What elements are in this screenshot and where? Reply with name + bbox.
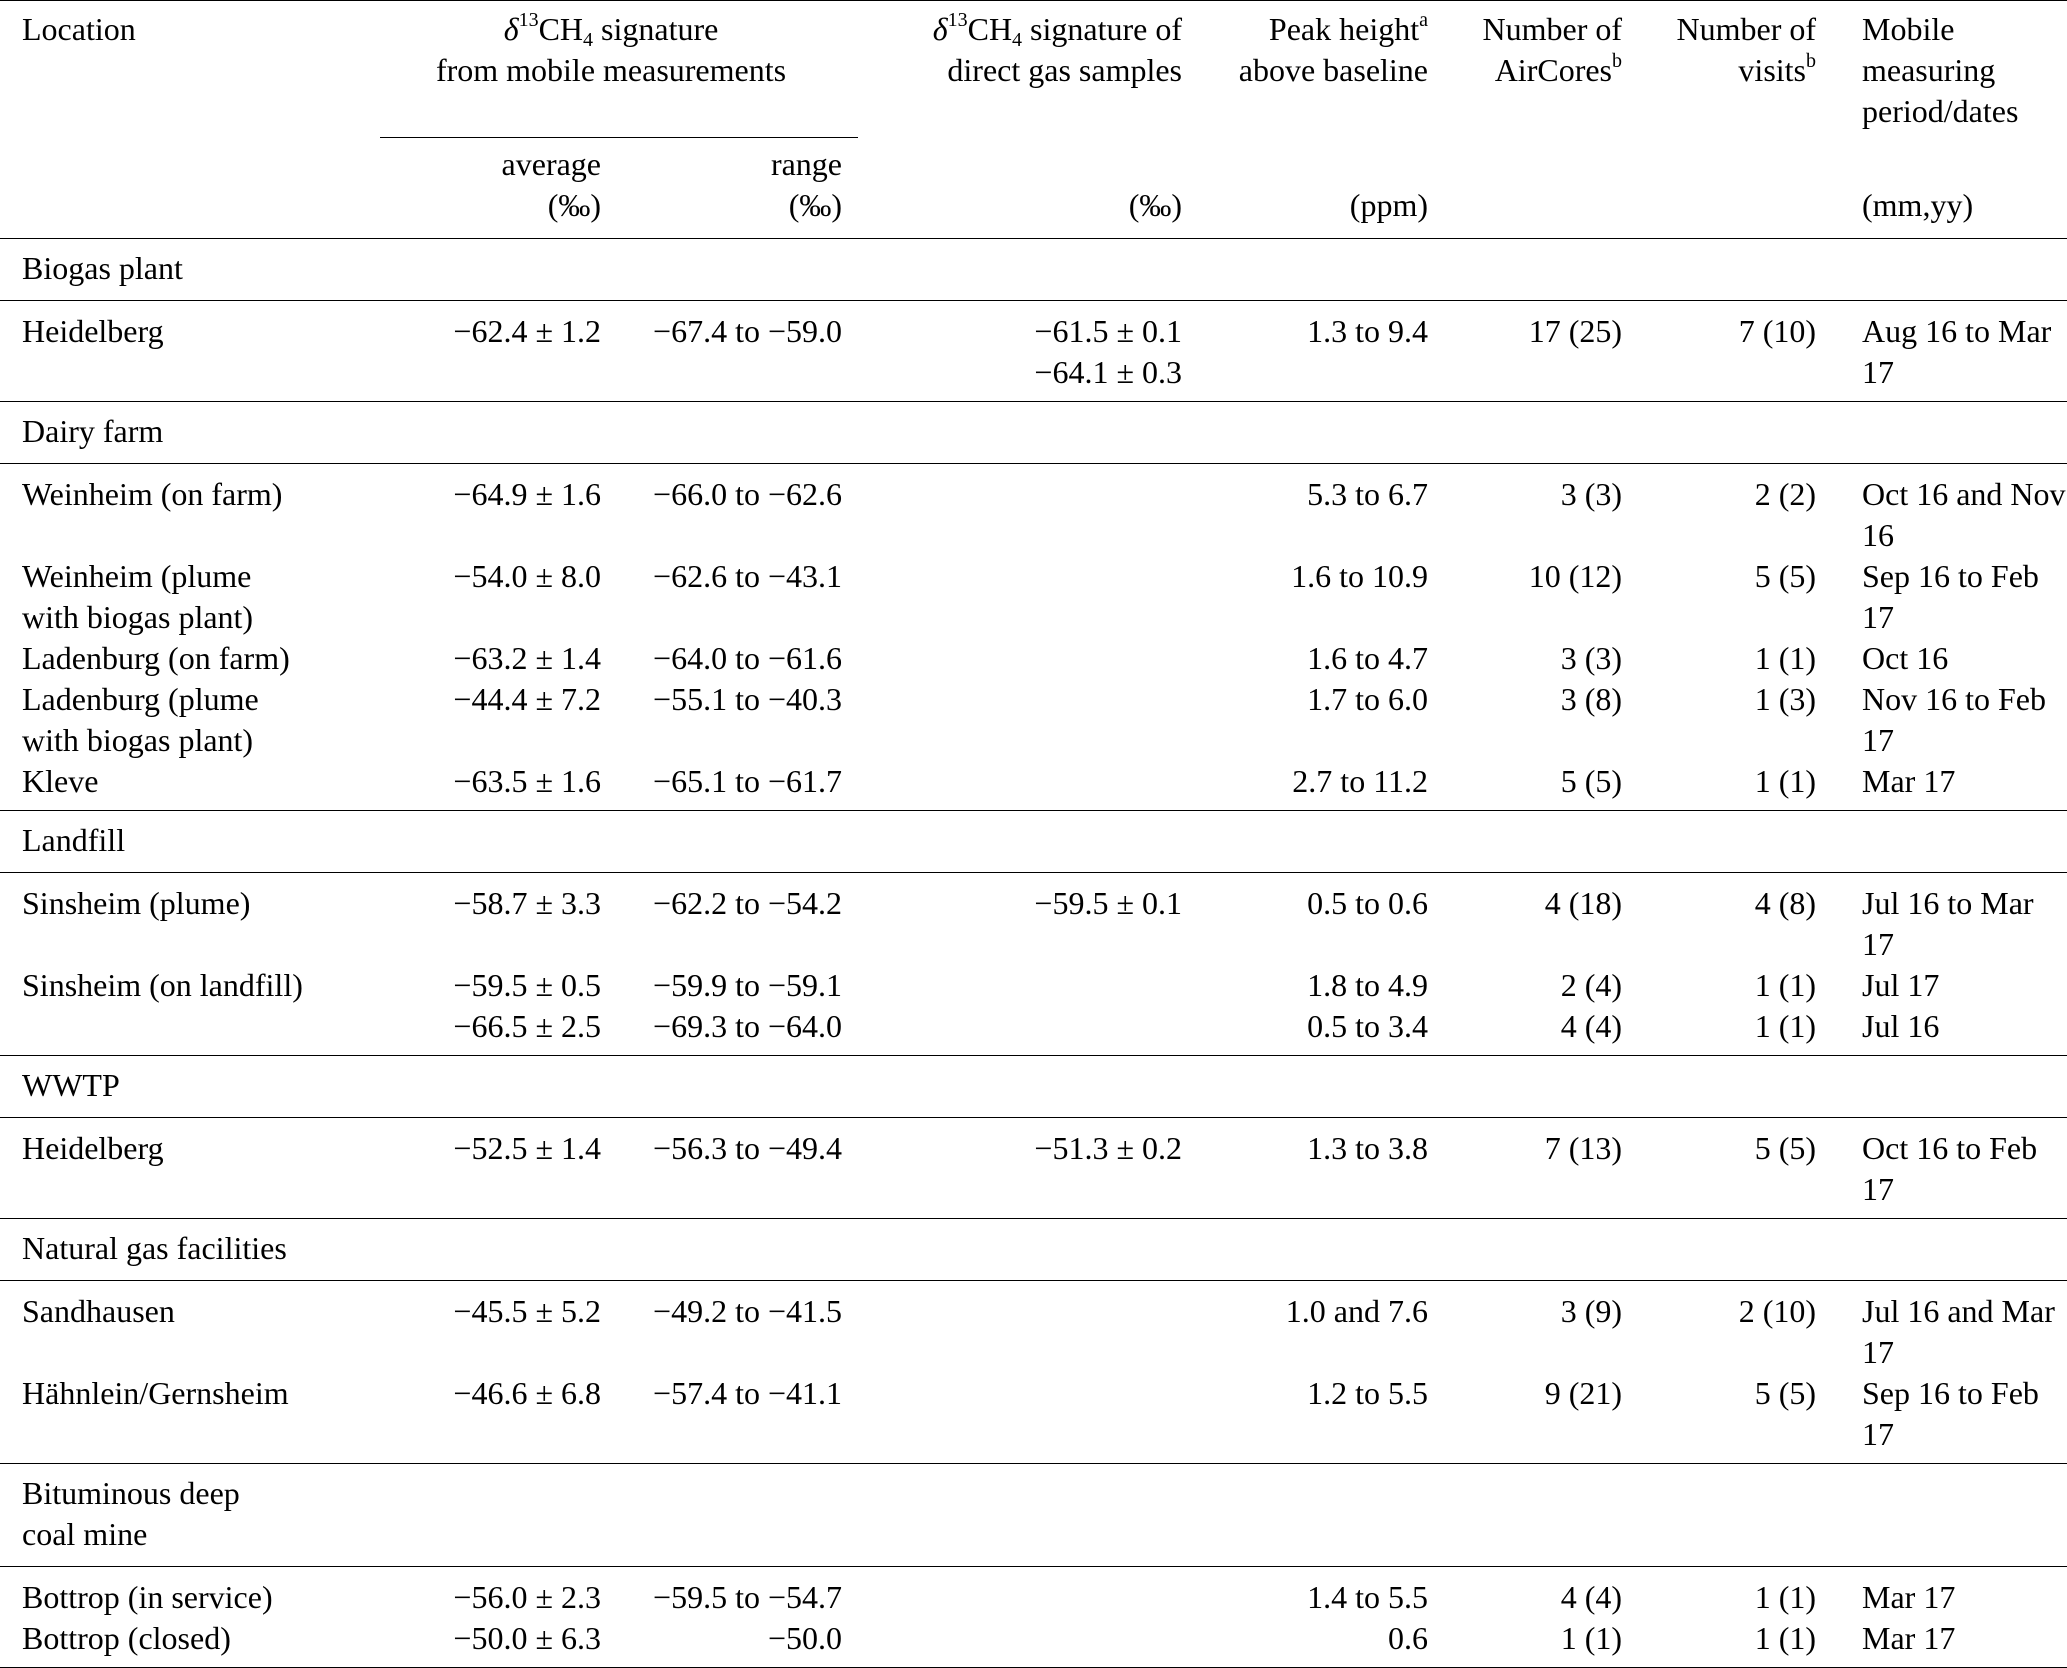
header-row-2 — [0, 132, 2067, 239]
visits-cell — [1624, 556, 1818, 638]
table-row — [0, 1567, 2067, 1619]
ch-text: CH — [538, 11, 584, 47]
peak-height-cell-text: 1.6 to 4.7 — [1307, 640, 1428, 676]
range-cell-text: −69.3 to −64.0 — [653, 1008, 842, 1044]
direct-gas-samples-text: direct gas samples — [947, 52, 1182, 88]
section-header-row — [0, 811, 2067, 873]
visits-cell-text: 5 (5) — [1754, 1130, 1816, 1166]
direct-sample-cell — [860, 965, 1184, 1006]
visits-cell-text: 5 (5) — [1754, 1375, 1816, 1411]
direct-sample-cell — [860, 1006, 1184, 1056]
section-title — [0, 1056, 2067, 1118]
peak-height-cell-text: 1.3 to 3.8 — [1307, 1130, 1428, 1166]
location-cell — [0, 679, 362, 761]
range-cell — [611, 679, 860, 761]
range-cell — [611, 1281, 860, 1374]
average-cell — [362, 1373, 611, 1464]
aircores-cell-text: 17 (25) — [1528, 313, 1622, 349]
period-cell-text: Oct 16 — [1862, 640, 1949, 676]
subscript-4: 4 — [1012, 29, 1023, 51]
aircores-cell — [1430, 873, 1624, 966]
average-cell-text: −59.5 ± 0.5 — [453, 967, 601, 1003]
peak-height-cell-text: 5.3 to 6.7 — [1307, 476, 1428, 512]
average-cell — [362, 1618, 611, 1668]
header-direct-signature — [860, 1, 1184, 133]
period-cell — [1818, 1118, 2067, 1219]
aircores-cell — [1430, 1373, 1624, 1464]
range-cell — [611, 873, 860, 966]
table-row — [0, 1118, 2067, 1219]
header-empty — [1430, 132, 1624, 239]
location-cell-text: Sinsheim (plume) — [22, 885, 251, 921]
visits-cell-text: 7 (10) — [1738, 313, 1816, 349]
period-cell — [1818, 1373, 2067, 1464]
average-cell-text: −63.5 ± 1.6 — [453, 763, 601, 799]
table-row — [0, 464, 2067, 557]
average-cell — [362, 965, 611, 1006]
average-cell-text: −66.5 ± 2.5 — [453, 1008, 601, 1044]
aircores-cell — [1430, 761, 1624, 811]
peak-height-cell — [1184, 556, 1430, 638]
average-cell — [362, 464, 611, 557]
period-cell-text: Jul 16 and Mar 17 — [1862, 1293, 2055, 1370]
average-cell — [362, 1281, 611, 1374]
period-cell — [1818, 1281, 2067, 1374]
aircores-cell-text: 10 (12) — [1528, 558, 1622, 594]
peak-height-cell — [1184, 1567, 1430, 1619]
direct-sample-cell-text: −51.3 ± 0.2 — [1034, 1130, 1182, 1166]
section-title-text-line2: coal mine — [22, 1516, 148, 1552]
direct-sample-cell — [860, 1618, 1184, 1668]
period-cell-text: Mar 17 — [1862, 1579, 1956, 1615]
aircores-cell — [1430, 965, 1624, 1006]
range-cell-text: −59.9 to −59.1 — [653, 967, 842, 1003]
visits-cell — [1624, 301, 1818, 402]
visits-cell — [1624, 1006, 1818, 1056]
header-peak-unit — [1184, 132, 1430, 239]
unit-permil: (‰) — [1128, 187, 1182, 223]
range-cell — [611, 761, 860, 811]
location-cell-text: Heidelberg — [22, 313, 164, 349]
period-cell — [1818, 761, 2067, 811]
peak-height-cell-text: 1.4 to 5.5 — [1307, 1579, 1428, 1615]
location-cell-text: Bottrop (in service) — [22, 1579, 273, 1615]
period-cell — [1818, 679, 2067, 761]
section-header-row — [0, 402, 2067, 464]
aircores-cell-text: 3 (3) — [1560, 640, 1622, 676]
table-row — [0, 965, 2067, 1006]
peak-height-cell-text: 0.6 — [1388, 1620, 1428, 1656]
range-cell — [611, 1373, 860, 1464]
ch-text: CH — [967, 11, 1013, 47]
average-cell — [362, 556, 611, 638]
range-cell-text: −66.0 to −62.6 — [653, 476, 842, 512]
range-cell-text: −57.4 to −41.1 — [653, 1375, 842, 1411]
visits-cell-text: 1 (1) — [1754, 763, 1816, 799]
unit-permil: (‰) — [547, 187, 601, 223]
peak-height-cell — [1184, 1006, 1430, 1056]
period-cell-text: Aug 16 to Mar 17 — [1862, 313, 2052, 390]
range-cell-text: −62.2 to −54.2 — [653, 885, 842, 921]
location-cell — [0, 1118, 362, 1219]
range-cell — [611, 638, 860, 679]
section-title — [0, 811, 2067, 873]
average-cell — [362, 638, 611, 679]
aircores-cell-text: 4 (4) — [1560, 1008, 1622, 1044]
location-cell-text: Sinsheim (on landfill) — [22, 967, 303, 1003]
average-cell — [362, 873, 611, 966]
visits-cell — [1624, 1618, 1818, 1668]
location-cell — [0, 301, 362, 402]
aircores-cell — [1430, 301, 1624, 402]
range-cell — [611, 1618, 860, 1668]
visits-text: visits — [1738, 52, 1806, 88]
header-visits — [1624, 1, 1818, 133]
visits-cell — [1624, 679, 1818, 761]
aircores-cell-text: 3 (9) — [1560, 1293, 1622, 1329]
direct-sample-cell — [860, 1281, 1184, 1374]
signature-text: signature — [593, 11, 719, 47]
average-cell-text: −63.2 ± 1.4 — [453, 640, 601, 676]
mobile-measurements-text: from mobile measurements — [435, 52, 787, 88]
visits-cell — [1624, 1373, 1818, 1464]
section-header-row — [0, 1219, 2067, 1281]
direct-sample-cell — [860, 873, 1184, 966]
section-title-text: Biogas plant — [22, 250, 183, 286]
location-cell-text-line2: with biogas plant) — [22, 599, 254, 635]
table-body — [0, 239, 2067, 1668]
range-cell-text: −62.6 to −43.1 — [653, 558, 842, 594]
peak-height-cell-text: 1.3 to 9.4 — [1307, 313, 1428, 349]
peak-height-cell — [1184, 965, 1430, 1006]
average-cell — [362, 761, 611, 811]
footnote-b: b — [1806, 50, 1816, 72]
location-cell-text: Sandhausen — [22, 1293, 175, 1329]
range-cell — [611, 464, 860, 557]
peak-height-cell — [1184, 638, 1430, 679]
period-cell — [1818, 965, 2067, 1006]
peak-height-cell-text: 2.7 to 11.2 — [1292, 763, 1428, 799]
average-cell — [362, 1118, 611, 1219]
aircores-cell-text: 5 (5) — [1560, 763, 1622, 799]
direct-sample-cell — [860, 679, 1184, 761]
visits-cell-text: 1 (1) — [1754, 1008, 1816, 1044]
period-cell-text: Nov 16 to Feb 17 — [1862, 681, 2046, 758]
range-cell — [611, 1118, 860, 1219]
table-row — [0, 1618, 2067, 1668]
range-cell-text: −65.1 to −61.7 — [653, 763, 842, 799]
unit-permil: (‰) — [788, 187, 842, 223]
visits-cell-text: 1 (1) — [1754, 640, 1816, 676]
period-cell — [1818, 873, 2067, 966]
header-direct-unit — [860, 132, 1184, 239]
visits-cell-text: 2 (2) — [1754, 476, 1816, 512]
signature-of-text: signature of — [1022, 11, 1182, 47]
peak-height-cell-text: 0.5 to 0.6 — [1307, 885, 1428, 921]
location-cell — [0, 1567, 362, 1619]
peak-height-cell-text: 1.2 to 5.5 — [1307, 1375, 1428, 1411]
aircores-cell — [1430, 1281, 1624, 1374]
period-cell-text: Oct 16 to Feb 17 — [1862, 1130, 2038, 1207]
peak-height-cell-text: 1.8 to 4.9 — [1307, 967, 1428, 1003]
average-cell-text: −58.7 ± 3.3 — [453, 885, 601, 921]
range-cell-text: −67.4 to −59.0 — [653, 313, 842, 349]
unit-dates: (mm,yy) — [1862, 187, 1974, 223]
aircores-cell-text: 4 (4) — [1560, 1579, 1622, 1615]
section-title-text: Natural gas facilities — [22, 1230, 287, 1266]
aircores-cell — [1430, 1618, 1624, 1668]
location-cell — [0, 638, 362, 679]
number-of-text: Number of — [1482, 11, 1622, 47]
direct-sample-cell — [860, 1373, 1184, 1464]
period-cell-text: Jul 17 — [1862, 967, 1940, 1003]
visits-cell — [1624, 464, 1818, 557]
period-cell-text: Jul 16 — [1862, 1008, 1940, 1044]
aircores-cell-text: 2 (4) — [1560, 967, 1622, 1003]
direct-sample-cell — [860, 761, 1184, 811]
header-average — [362, 132, 611, 239]
range-cell-text: −49.2 to −41.5 — [653, 1293, 842, 1329]
header-empty — [1624, 132, 1818, 239]
visits-cell-text: 1 (1) — [1754, 967, 1816, 1003]
peak-height-cell — [1184, 1118, 1430, 1219]
visits-cell-text: 1 (3) — [1754, 681, 1816, 717]
location-cell — [0, 1006, 362, 1056]
location-cell-text: Kleve — [22, 763, 99, 799]
direct-sample-cell — [860, 1567, 1184, 1619]
header-period-unit — [1818, 132, 2067, 239]
location-cell — [0, 873, 362, 966]
range-cell-text: −64.0 to −61.6 — [653, 640, 842, 676]
header-range — [611, 132, 860, 239]
aircores-cell — [1430, 1567, 1624, 1619]
average-cell-text: −46.6 ± 6.8 — [453, 1375, 601, 1411]
period-cell-text: Sep 16 to Feb 17 — [1862, 558, 2039, 635]
range-cell — [611, 1006, 860, 1056]
section-header-row — [0, 1056, 2067, 1118]
peak-height-cell — [1184, 464, 1430, 557]
period-cell — [1818, 301, 2067, 402]
peak-height-cell — [1184, 761, 1430, 811]
average-cell — [362, 679, 611, 761]
section-title-text: Landfill — [22, 822, 126, 858]
aircores-cell — [1430, 679, 1624, 761]
subscript-4: 4 — [583, 29, 594, 51]
aircores-cell — [1430, 638, 1624, 679]
section-header-row — [0, 239, 2067, 301]
section-title-text: WWTP — [22, 1067, 120, 1103]
average-label: average — [501, 146, 601, 182]
section-title — [0, 1464, 2067, 1567]
period-cell-text: Mar 17 — [1862, 763, 1956, 799]
range-cell-text: −56.3 to −49.4 — [653, 1130, 842, 1166]
range-cell-text: −59.5 to −54.7 — [653, 1579, 842, 1615]
number-of-text: Number of — [1676, 11, 1816, 47]
peak-height-cell — [1184, 1373, 1430, 1464]
range-label: range — [770, 146, 842, 182]
average-cell — [362, 1567, 611, 1619]
mobile-measuring-text: Mobile measuring — [1862, 11, 1996, 88]
location-cell-text: Ladenburg (plume — [22, 681, 259, 717]
header-subrule — [380, 137, 858, 138]
peak-height-text: Peak height — [1268, 11, 1420, 47]
visits-cell — [1624, 1281, 1818, 1374]
isotope-superscript: 13 — [947, 9, 968, 31]
aircores-cell-text: 1 (1) — [1560, 1620, 1622, 1656]
visits-cell — [1624, 1118, 1818, 1219]
location-cell-text: Hähnlein/Gernsheim — [22, 1375, 289, 1411]
header-peak-height — [1184, 1, 1430, 133]
aircores-cell-text: 9 (21) — [1544, 1375, 1622, 1411]
period-cell-text: Oct 16 and Nov 16 — [1862, 476, 2066, 553]
visits-cell — [1624, 965, 1818, 1006]
table-row — [0, 873, 2067, 966]
table-row — [0, 301, 2067, 402]
direct-sample-cell-text-line2: −64.1 ± 0.3 — [1034, 354, 1182, 390]
section-title — [0, 402, 2067, 464]
average-cell-text: −54.0 ± 8.0 — [453, 558, 601, 594]
period-cell-text: Jul 16 to Mar 17 — [1862, 885, 2034, 962]
location-cell-text: Bottrop (closed) — [22, 1620, 231, 1656]
direct-sample-cell — [860, 1118, 1184, 1219]
peak-height-cell-text: 1.7 to 6.0 — [1307, 681, 1428, 717]
delta-symbol: δ — [503, 11, 519, 47]
peak-height-cell — [1184, 1618, 1430, 1668]
aircores-cell-text: 4 (18) — [1544, 885, 1622, 921]
section-title — [0, 1219, 2067, 1281]
aircores-cell — [1430, 464, 1624, 557]
peak-height-cell-text: 0.5 to 3.4 — [1307, 1008, 1428, 1044]
average-cell-text: −50.0 ± 6.3 — [453, 1620, 601, 1656]
aircores-text: AirCores — [1494, 52, 1612, 88]
section-title — [0, 239, 2067, 301]
location-cell-text: Ladenburg (on farm) — [22, 640, 290, 676]
aircores-cell-text: 3 (8) — [1560, 681, 1622, 717]
table-header — [0, 1, 2067, 239]
visits-cell — [1624, 873, 1818, 966]
section-title-text: Bituminous deep — [22, 1475, 240, 1511]
average-cell-text: −56.0 ± 2.3 — [453, 1579, 601, 1615]
direct-sample-cell — [860, 638, 1184, 679]
average-cell-text: −44.4 ± 7.2 — [453, 681, 601, 717]
peak-height-cell — [1184, 1281, 1430, 1374]
average-cell-text: −52.5 ± 1.4 — [453, 1130, 601, 1166]
average-cell-text: −62.4 ± 1.2 — [453, 313, 601, 349]
header-mobile-signature — [362, 1, 860, 133]
location-cell — [0, 464, 362, 557]
location-cell-text: Heidelberg — [22, 1130, 164, 1166]
period-cell — [1818, 464, 2067, 557]
location-cell-text: Weinheim (plume — [22, 558, 252, 594]
section-header-row — [0, 1464, 2067, 1567]
location-cell — [0, 556, 362, 638]
visits-cell-text: 1 (1) — [1754, 1579, 1816, 1615]
table-row — [0, 1281, 2067, 1374]
visits-cell — [1624, 638, 1818, 679]
header-empty — [0, 132, 362, 239]
delta-symbol: δ — [932, 11, 948, 47]
average-cell-text: −45.5 ± 5.2 — [453, 1293, 601, 1329]
visits-cell — [1624, 761, 1818, 811]
header-aircores — [1430, 1, 1624, 133]
aircores-cell — [1430, 1118, 1624, 1219]
visits-cell-text: 4 (8) — [1754, 885, 1816, 921]
direct-sample-cell — [860, 464, 1184, 557]
visits-cell-text: 2 (10) — [1738, 1293, 1816, 1329]
location-cell-text-line2: with biogas plant) — [22, 722, 254, 758]
average-cell-text: −64.9 ± 1.6 — [453, 476, 601, 512]
period-cell-text: Sep 16 to Feb 17 — [1862, 1375, 2039, 1452]
period-cell — [1818, 1006, 2067, 1056]
period-cell — [1818, 1567, 2067, 1619]
table-row — [0, 761, 2067, 811]
peak-height-cell-text: 1.0 and 7.6 — [1285, 1293, 1428, 1329]
peak-height-cell-text: 1.6 to 10.9 — [1291, 558, 1428, 594]
header-period — [1818, 1, 2067, 133]
header-row-1 — [0, 1, 2067, 133]
range-cell — [611, 1567, 860, 1619]
table-row — [0, 556, 2067, 638]
header-location — [0, 1, 362, 133]
peak-height-cell — [1184, 301, 1430, 402]
peak-height-cell — [1184, 873, 1430, 966]
table-row — [0, 1006, 2067, 1056]
period-cell — [1818, 638, 2067, 679]
location-cell — [0, 1373, 362, 1464]
table-row — [0, 679, 2067, 761]
direct-sample-cell-text: −61.5 ± 0.1 — [1034, 313, 1182, 349]
location-cell — [0, 1281, 362, 1374]
direct-sample-cell-text: −59.5 ± 0.1 — [1034, 885, 1182, 921]
period-cell — [1818, 556, 2067, 638]
footnote-b: b — [1612, 50, 1622, 72]
aircores-cell-text: 3 (3) — [1560, 476, 1622, 512]
visits-cell — [1624, 1567, 1818, 1619]
location-cell-text: Weinheim (on farm) — [22, 476, 283, 512]
range-cell — [611, 301, 860, 402]
range-cell — [611, 556, 860, 638]
location-cell — [0, 965, 362, 1006]
aircores-cell — [1430, 1006, 1624, 1056]
average-cell — [362, 301, 611, 402]
unit-ppm: (ppm) — [1349, 187, 1428, 223]
direct-sample-cell — [860, 301, 1184, 402]
location-cell — [0, 761, 362, 811]
period-cell — [1818, 1618, 2067, 1668]
header-location-label: Location — [22, 11, 136, 47]
range-cell-text: −55.1 to −40.3 — [653, 681, 842, 717]
footnote-a: a — [1419, 9, 1428, 31]
range-cell — [611, 965, 860, 1006]
table-row — [0, 638, 2067, 679]
aircores-cell — [1430, 556, 1624, 638]
direct-sample-cell — [860, 556, 1184, 638]
table-row — [0, 1373, 2067, 1464]
visits-cell-text: 5 (5) — [1754, 558, 1816, 594]
location-cell — [0, 1618, 362, 1668]
above-baseline-text: above baseline — [1238, 52, 1428, 88]
aircores-cell-text: 7 (13) — [1544, 1130, 1622, 1166]
visits-cell-text: 1 (1) — [1754, 1620, 1816, 1656]
average-cell — [362, 1006, 611, 1056]
section-title-text: Dairy farm — [22, 413, 164, 449]
isotope-superscript: 13 — [518, 9, 539, 31]
period-dates-text: period/dates — [1862, 93, 2019, 129]
peak-height-cell — [1184, 679, 1430, 761]
range-cell-text: −50.0 — [767, 1620, 842, 1656]
period-cell-text: Mar 17 — [1862, 1620, 1956, 1656]
